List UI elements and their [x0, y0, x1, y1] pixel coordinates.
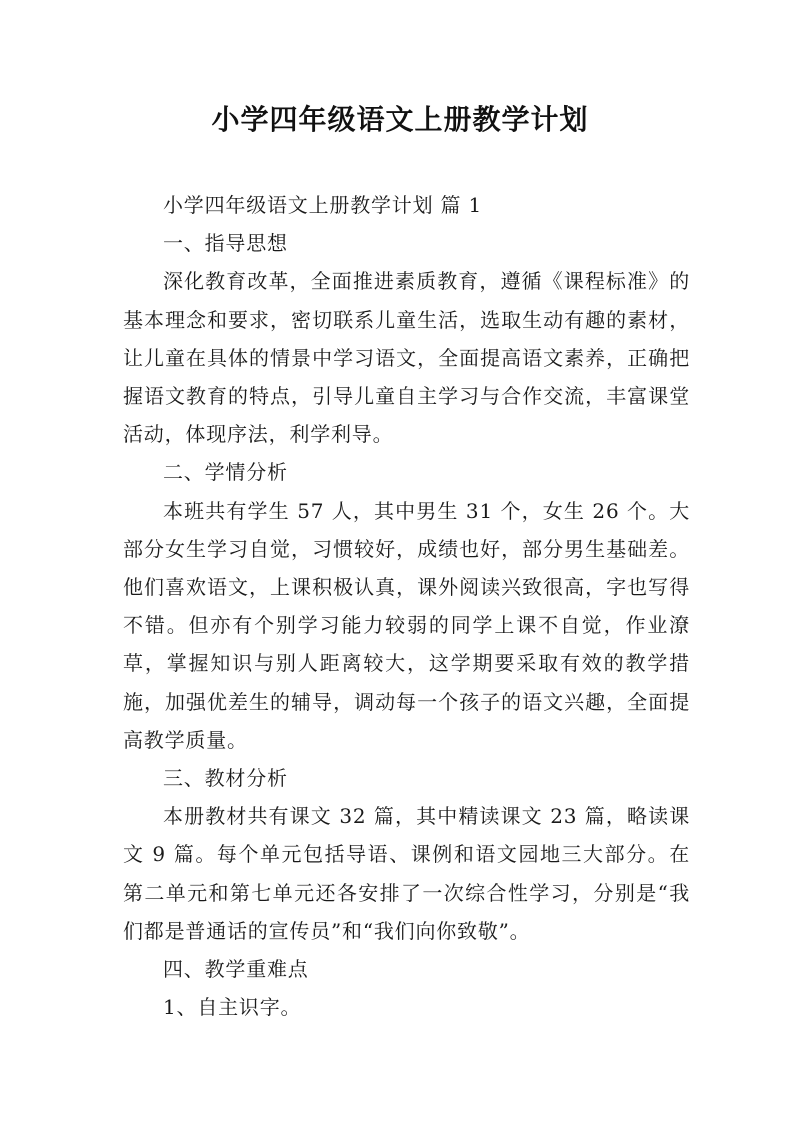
plan-subtitle: 小学四年级语文上册教学计划 篇 1: [163, 193, 483, 217]
section-paragraph-guiding-ideology: 深化教育改革，全面推进素质教育，遵循《课程标准》的基本理念和要求，密切联系儿童生活，选取生动有趣的素材，让儿童在具体的情景中学习语文，全面提高语文素养，正确把握语文教育的特点，引导儿童自主学习与合作交流，丰富课堂活动，体现序法，利学利导。: [123, 269, 690, 447]
section-paragraph-student-analysis: 本班共有学生 57 人，其中男生 31 个，女生 26 个。大部分女生学习自觉，习惯较好，成绩也好，部分男生基础差。他们喜欢语文，上课积极认真，课外阅读兴致很高，字也写得不错。但亦有个别学习能力较弱的同学上课不自觉，作业潦草，掌握知识与别人距离较大，这学期要采取有效的教学措施，加强优差生的辅导，调动每一个孩子的语文兴趣，全面提高教学质量。: [123, 498, 690, 752]
section-heading-guiding-ideology: 一、指导思想: [163, 231, 288, 256]
section-heading-textbook-analysis: 三、教材分析: [163, 766, 288, 791]
document-title: 小学四年级语文上册教学计划: [211, 103, 589, 136]
document-body: [123, 186, 690, 1026]
section-heading-key-difficulties: 四、教学重难点: [163, 957, 309, 982]
section-heading-student-analysis: 二、学情分析: [163, 460, 288, 485]
section-paragraph-textbook-analysis: 本册教材共有课文 32 篇，其中精读课文 23 篇，略读课文 9 篇。每个单元包括导语、课例和语文园地三大部分。在第二单元和第七单元还各安排了一次综合性学习，分别是“我们都是普通话的宣传员”和“我们向你致敬”。: [123, 804, 690, 943]
list-item-self-literacy: 1、自主识字。: [163, 995, 302, 1020]
